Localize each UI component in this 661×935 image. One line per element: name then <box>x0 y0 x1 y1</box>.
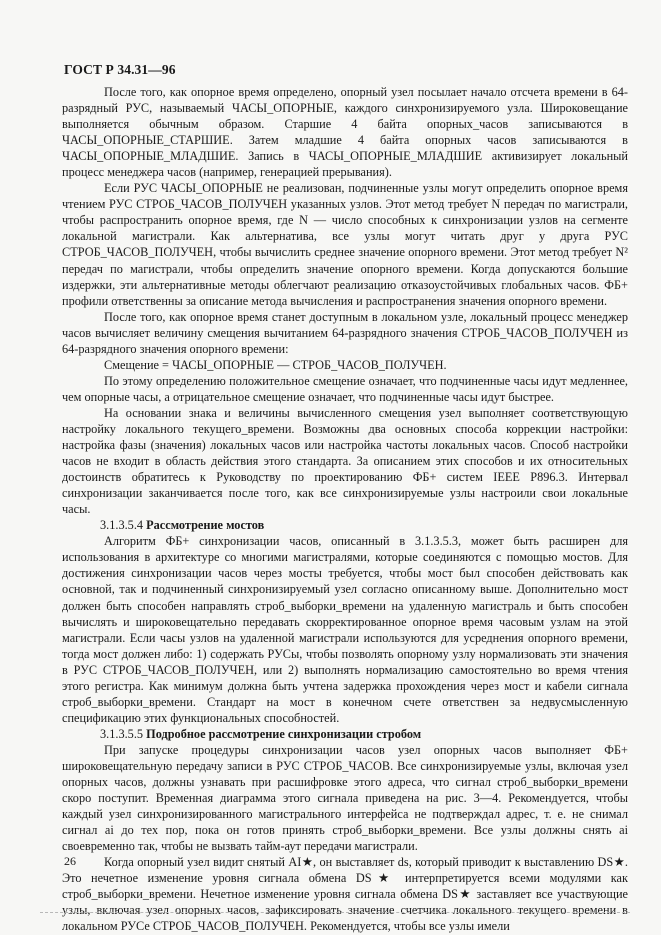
page-number: 26 <box>64 854 76 868</box>
paragraph-offset-definition: По этому определению положительное смещение означает, что подчиненные часы идут медленнее, чем опорные часы, а отрицательное смещение означает, что подчиненные часы идут быстрее. <box>62 373 628 404</box>
offset-formula: Смещение = ЧАСЫ_ОПОРНЫЕ — СТРОБ_ЧАСОВ_ПОЛУЧЕН. <box>104 357 447 372</box>
section-title: Подробное рассмотрение синхронизации стробом <box>146 726 422 741</box>
section-heading-bridges <box>62 517 628 533</box>
paragraph-alternative-methods: Если РУС ЧАСЫ_ОПОРНЫЕ не реализован, подчиненные узлы могут определить опорное время чтением РУС СТРОБ_ЧАСОВ_ПОЛУЧЕН указанных узлов. Этот метод требует N передач по магистрали, чтобы распространить опорное время, где N — число способных к синхронизации узлов на сегменте локальной магистрали. Как альтернатива, все узлы могут читать друг у друга РУС СТРОБ_ЧАСОВ_ПОЛУЧЕН, чтобы вычислить среднее значение опорного времени. Этот метод требует N² передач по магистрали, чтобы определить значение опорного времени. Когда допускаются большие издержки, эти альтернативные методы облегчают реализацию отказоустойчивых глобальных часов. ФБ+ профили ответственны за описание метода вычисления и распространения значения опорного времени. <box>62 181 628 308</box>
paragraph-bridges: Алгоритм ФБ+ синхронизации часов, описанный в 3.1.3.5.3, может быть расширен для использования в архитектуре со многими магистралями, которые соединяются с помощью мостов. Для достижения синхронизации часов через мосты требуется, чтобы мост был способен действовать как основной, так и подчиненный синхронизируемый узел согласно описанному выше. Дополнительно мост должен быть способен направлять строб_выборки_времени на удаленную магистраль и быть способен вычислять и широковещательно передавать скорректированное опорное время часовым узлам на этой магистрали. Если часы узлов на удаленной магистрали используются для усреднения опорного времени, тогда мост должен либо: 1) содержать РУСы, чтобы позволять опорному узлу нормализовать эти значения в РУС СТРОБ_ЧАСОВ_ПОЛУЧЕН, или 2) выполнять нормализацию самостоятельно во время чтения этого регистра. Как минимум должна быть учтена задержка прохождения через мост и кабели сигнала строб_выборки_времени. Стандарт на мост в конечном счете ответствен за недвусмысленную спецификацию этих функциональных способностей. <box>62 534 628 725</box>
section-number: 3.1.3.5.5 <box>100 726 144 741</box>
section-title: Рассмотрение мостов <box>146 518 265 533</box>
document-body <box>62 84 628 934</box>
document-header: ГОСТ Р 34.31—96 <box>64 62 176 77</box>
section-number: 3.1.3.5.4 <box>100 518 144 533</box>
paragraph-clock-adjustment: На основании знака и величины вычисленного смещения узел выполняет соответствующую настройку локального текущего_времени. Возможны два основных способа коррекции настройки: настройка фазы (значения) локальных часов или настройка частоты локальных часов. Способ настройки часов не входит в область действия этого стандарта. За описанием этих способов и их относительных достоинств обратитесь к Руководству по проектированию ФБ+ систем IEEE P896.3. Интервал синхронизации заканчивается после того, как все синхронизируемые узлы настроили свои локальные часы. <box>62 405 628 517</box>
bottom-divider <box>40 912 630 913</box>
section-heading-strobe-sync <box>62 726 628 742</box>
paragraph-offset-computation: После того, как опорное время станет доступным в локальном узле, локальный процесс менеджер часов вычисляет величину смещения вычитанием 64-разрядного значения СТРОБ_ЧАСОВ_ПОЛУЧЕН из 64-разрядного значения опорного времени: <box>62 309 628 356</box>
paragraph-strobe-procedure: При запуске процедуры синхронизации часов узел опорных часов выполняет ФБ+ широковещательную передачу записи в РУС СТРОБ_ЧАСОВ. Все синхронизируемые узлы, включая узел опорных часов, должны узнавать при расшифровке этого адреса, что сигнал строб_выборки_времени скоро поступит. Временная диаграмма этого сигнала приведена на рис. 3—4. Рекомендуется, чтобы каждый узел синхронизированного магистрального интерфейса не подтверждал адрес, т. е. не снимал сигнал ai до тех пор, пока он готов принять строб_выборки_времени. Все узлы должны снять ai своевременно так, чтобы не вызвать тайм-аут передачи магистрали. <box>62 742 628 854</box>
paragraph-strobe-signal: Когда опорный узел видит снятый AI★, он выставляет ds, который приводит к выставлению DS★. Это нечетное изменение уровня сигнала обмена DS★ интерпретируется всеми модулями как строб_выборки_времени. Нечетное изменение уровня сигнала обмена DS★ заставляет все участвующие узлы, включая узел опорных часов, зафиксировать значение счетчика локального текущего времени в локальном РУСе СТРОБ_ЧАСОВ_ПОЛУЧЕН. Рекомендуется, чтобы все узлы имели <box>62 855 628 934</box>
paragraph-reference-time-broadcast: После того, как опорное время определено, опорный узел посылает начало отсчета времени в 64-разрядный РУС, называемый ЧАСЫ_ОПОРНЫЕ, каждого синхронизируемого узла. Широковещание выполняется обычным образом. Старшие 4 байта опорных_часов записываются в ЧАСЫ_ОПОРНЫЕ_СТАРШИЕ. Затем младшие 4 байта опорных часов записываются в ЧАСЫ_ОПОРНЫЕ_МЛАДШИЕ. Запись в ЧАСЫ_ОПОРНЫЕ_МЛАДШИЕ активизирует локальный процесс менеджера часов (например, генерацией прерывания). <box>62 85 628 180</box>
